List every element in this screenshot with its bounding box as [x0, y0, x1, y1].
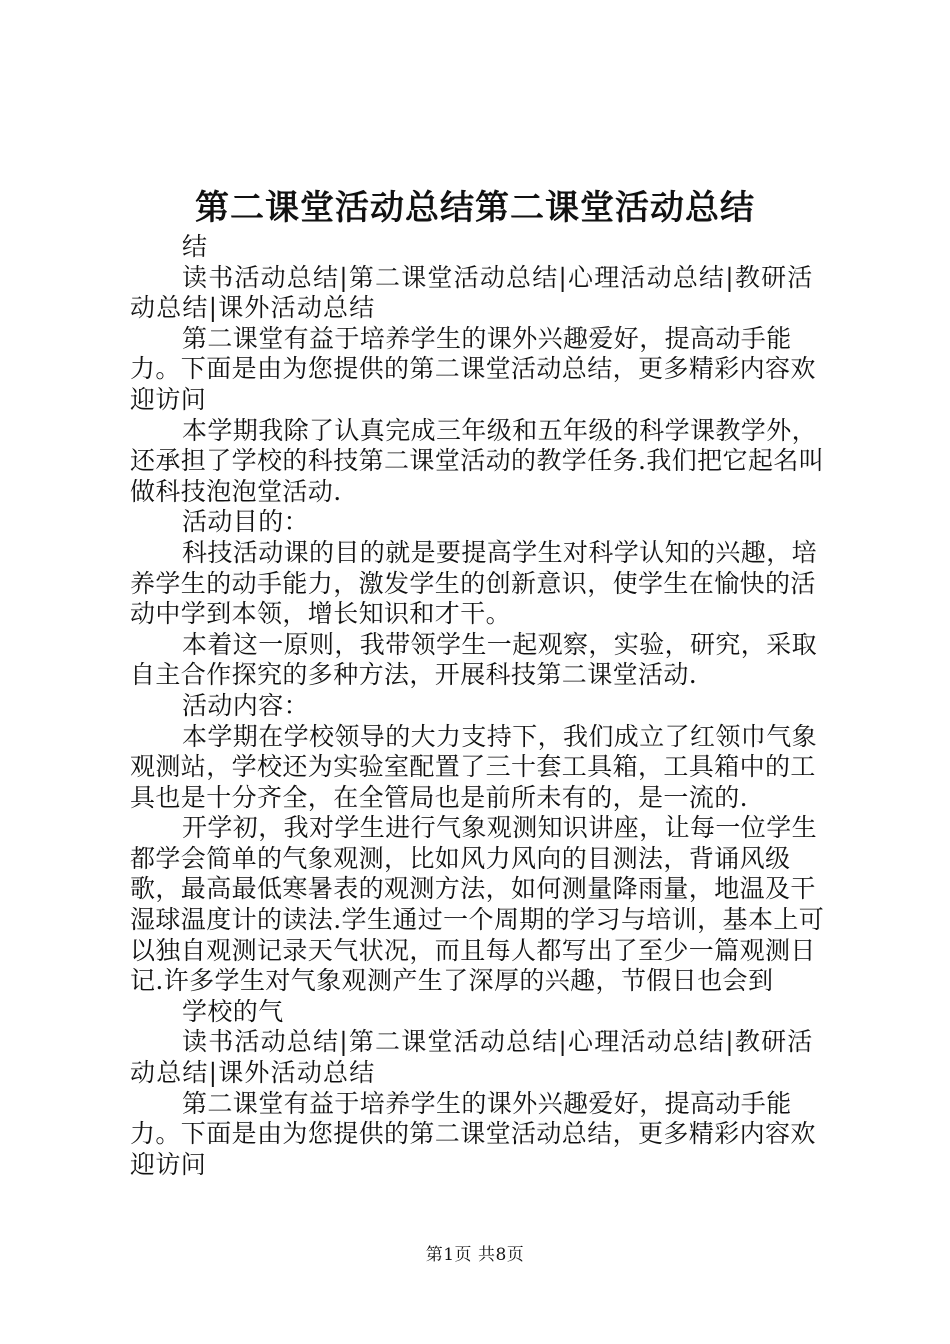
- paragraph: 本学期我除了认真完成三年级和五年级的科学课教学外，还承担了学校的科技第二课堂活动的教学任务.我们把它起名叫做科技泡泡堂活动.: [130, 415, 825, 506]
- paragraph-related-links: 读书活动总结|第二课堂活动总结|心理活动总结|教研活动总结|课外活动总结: [130, 262, 814, 323]
- paragraph: 学校的气: [182, 996, 284, 1026]
- paragraph: 第二课堂有益于培养学生的课外兴趣爱好，提高动手能力。下面是由为您提供的第二课堂活动总结，更多精彩内容欢迎访问: [130, 323, 816, 414]
- section-heading-purpose: 活动目的：: [182, 507, 310, 537]
- document-body: [130, 232, 836, 1180]
- paragraph: 科技活动课的目的就是要提高学生对科学认知的兴趣，培养学生的动手能力，激发学生的创新意识，使学生在愉快的活动中学到本领，增长知识和才干。: [130, 537, 818, 629]
- page-number-footer: 第1页 共8页: [425, 1245, 525, 1265]
- section-heading-content: 活动内容：: [182, 690, 310, 720]
- paragraph: 结: [182, 232, 208, 261]
- page-title: 第二课堂活动总结第二课堂活动总结: [195, 188, 755, 228]
- paragraph: 本着这一原则，我带领学生一起观察，实验，研究，采取自主合作探究的多种方法，开展科技第二课堂活动.: [130, 629, 818, 690]
- paragraph: 开学初，我对学生进行气象观测知识讲座，让每一位学生都学会简单的气象观测，比如风力风向的目测法，背诵风级歌，最高最低寒暑表的观测方法，如何测量降雨量，地温及干湿球温度计的读法.学生通过一个周期的学习与培训，基本上可以独自观测记录天气状况，而且每人都写出了至少一篇观测日记.许多学生对气象观测产生了深厚的兴趣，节假日也会到: [130, 813, 825, 996]
- paragraph: 本学期在学校领导的大力支持下，我们成立了红领巾气象观测站，学校还为实验室配置了三十套工具箱，工具箱中的工具也是十分齐全，在全管局也是前所未有的，是一流的.: [130, 721, 818, 812]
- paragraph: 第二课堂有益于培养学生的课外兴趣爱好，提高动手能力。下面是由为您提供的第二课堂活动总结，更多精彩内容欢迎访问: [130, 1088, 816, 1179]
- paragraph-related-links: 读书活动总结|第二课堂活动总结|心理活动总结|教研活动总结|课外活动总结: [130, 1027, 814, 1088]
